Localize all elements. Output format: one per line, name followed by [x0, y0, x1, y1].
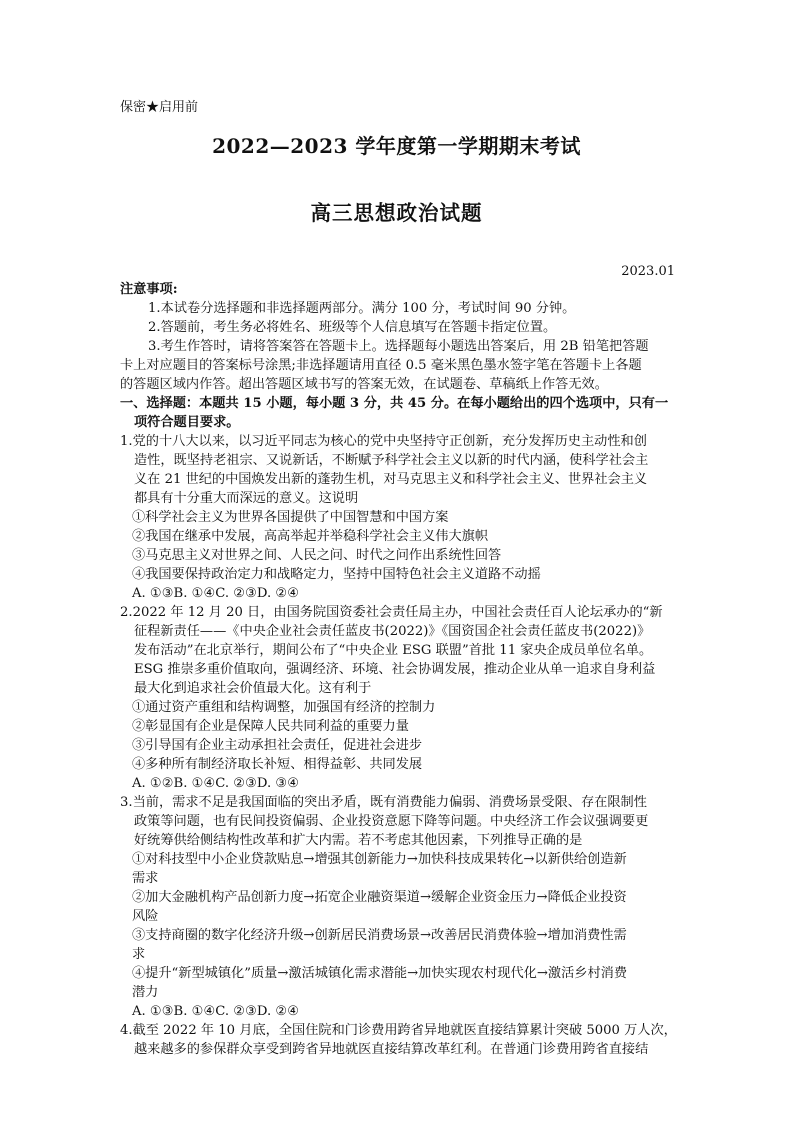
section-heading: 一、选择题：本题共 15 小题，每小题 3 分，共 45 分。在每小题给出的四个选项中，只有一	[120, 396, 669, 411]
notice-item: 的答题区域内作答。超出答题区域书写的答案无效，在试题卷、草稿纸上作答无效。	[120, 377, 608, 392]
question-2-line: ESG 推崇多重价值取向，强调经济、环境、社会协调发展，推动企业从单一追求自身利益	[134, 662, 656, 677]
question-1-line: 都具有十分重大而深远的意义。这说明	[134, 491, 359, 506]
question-3-option-cont: 需求	[132, 871, 159, 886]
question-3-option-cont: 潜力	[132, 985, 159, 1000]
question-1-line: 义在 21 世纪的中国焕发出新的蓬勃生机，对马克思主义和科学社会主义、世界社会主义	[134, 472, 648, 487]
question-2-line: 2.2022 年 12 月 20 日，由国务院国资委社会责任局主办，中国社会责任百人论坛承办的“新	[120, 605, 663, 620]
question-1-option: ④我国要保持政治定力和战略定力，坚持中国特色社会主义道路不动摇	[132, 567, 541, 582]
question-3-option: ④提升“新型城镇化”质量→激活城镇化需求潜能→加快实现农村现代化→激活乡村消费	[132, 966, 628, 981]
question-3-option-cont: 求	[132, 947, 146, 962]
question-1-option: ②我国在继承中发展，高高举起并举稳科学社会主义伟大旗帜	[132, 529, 489, 544]
question-1-line: 1.党的十八大以来，以习近平同志为核心的党中央坚持守正创新，充分发挥历史主动性和创	[120, 434, 647, 449]
question-3-option: ③支持商圈的数字化经济升级→创新居民消费场景→改善居民消费体验→增加消费性需	[132, 928, 627, 943]
question-1-option: ③马克思主义对世界之间、人民之问、时代之问作出系统性回答	[132, 548, 502, 563]
notice-item: 3.考生作答时，请将答案答在答题卡上。选择题每小题选出答案后，用 2B 铅笔把答题	[148, 339, 649, 354]
section-heading-cont: 项符合题目要求。	[134, 415, 240, 430]
exam-subtitle: 高三思想政治试题	[310, 201, 483, 225]
question-2-answers: A. ①②B. ①④C. ②③D. ③④	[132, 776, 300, 791]
confidential-label: 保密★启用前	[120, 100, 199, 115]
question-2-option: ①通过资产重组和结构调整，加强国有经济的控制力	[132, 700, 436, 715]
question-2-line: 发布活动”在北京举行，期间公布了“中央企业 ESG 联盟”首批 11 家央企成员单位名单。	[134, 643, 653, 658]
exam-title: 2022—2023 学年度第一学期期末考试	[212, 134, 581, 158]
question-3-answers: A. ①③B. ①④C. ②③D. ②④	[132, 1004, 300, 1019]
notice-item: 1.本试卷分选择题和非选择题两部分。满分 100 分，考试时间 90 分钟。	[148, 301, 576, 316]
notice-heading: 注意事项:	[120, 282, 178, 297]
exam-date: 2023.01	[621, 264, 675, 279]
question-2-line: 征程新责任——《中央企业社会责任蓝皮书(2022)》《国资国企社会责任蓝皮书(2022)》	[134, 624, 651, 639]
question-3-option: ②加大金融机构产品创新力度→拓宽企业融资渠道→缓解企业资金压力→降低企业投资	[132, 890, 627, 905]
question-2-line: 最大化到追求社会价值最大化。这有利于	[134, 681, 372, 696]
question-3-option-cont: 风险	[132, 909, 159, 924]
question-1-answers: A. ①③B. ①④C. ②③D. ②④	[132, 586, 300, 601]
notice-item: 2.答题前，考生务必将姓名、班级等个人信息填写在答题卡指定位置。	[148, 320, 557, 335]
question-1-line: 造性，既坚持老祖宗、又说新话，不断赋予科学社会主义以新的时代内涵，使科学社会主	[134, 453, 649, 468]
question-3-line: 政策等问题，也有民间投资偏弱、企业投资意愿下降等问题。中央经济工作会议强调要更	[134, 814, 649, 829]
question-2-option: ②彰显国有企业是保障人民共同利益的重要力量	[132, 719, 409, 734]
question-3-line: 3.当前，需求不足是我国面临的突出矛盾，既有消费能力偏弱、消费场景受限、存在限制性	[120, 795, 647, 810]
question-4-line: 越来越多的参保群众享受到跨省异地就医直接结算改革红利。在普通门诊费用跨省直接结	[134, 1042, 649, 1057]
question-4-line: 4.截至 2022 年 10 月底，全国住院和门诊费用跨省异地就医直接结算累计突破 5000 万人次，	[120, 1023, 677, 1038]
question-2-option: ③引导国有企业主动承担社会责任，促进社会进步	[132, 738, 423, 753]
question-1-option: ①科学社会主义为世界各国提供了中国智慧和中国方案	[132, 510, 449, 525]
question-3-line: 好统筹供给侧结构性改革和扩大内需。若不考虑其他因素，下列推导正确的是	[134, 833, 583, 848]
question-2-option: ④多种所有制经济取长补短、相得益彰、共同发展	[132, 757, 423, 772]
notice-item: 卡上对应题目的答案标号涂黑;非选择题请用直径 0.5 毫米黑色墨水签字笔在答题卡上各题	[120, 358, 642, 373]
question-3-option: ①对科技型中小企业贷款贴息→增强其创新能力→加快科技成果转化→以新供给创造新	[132, 852, 627, 867]
